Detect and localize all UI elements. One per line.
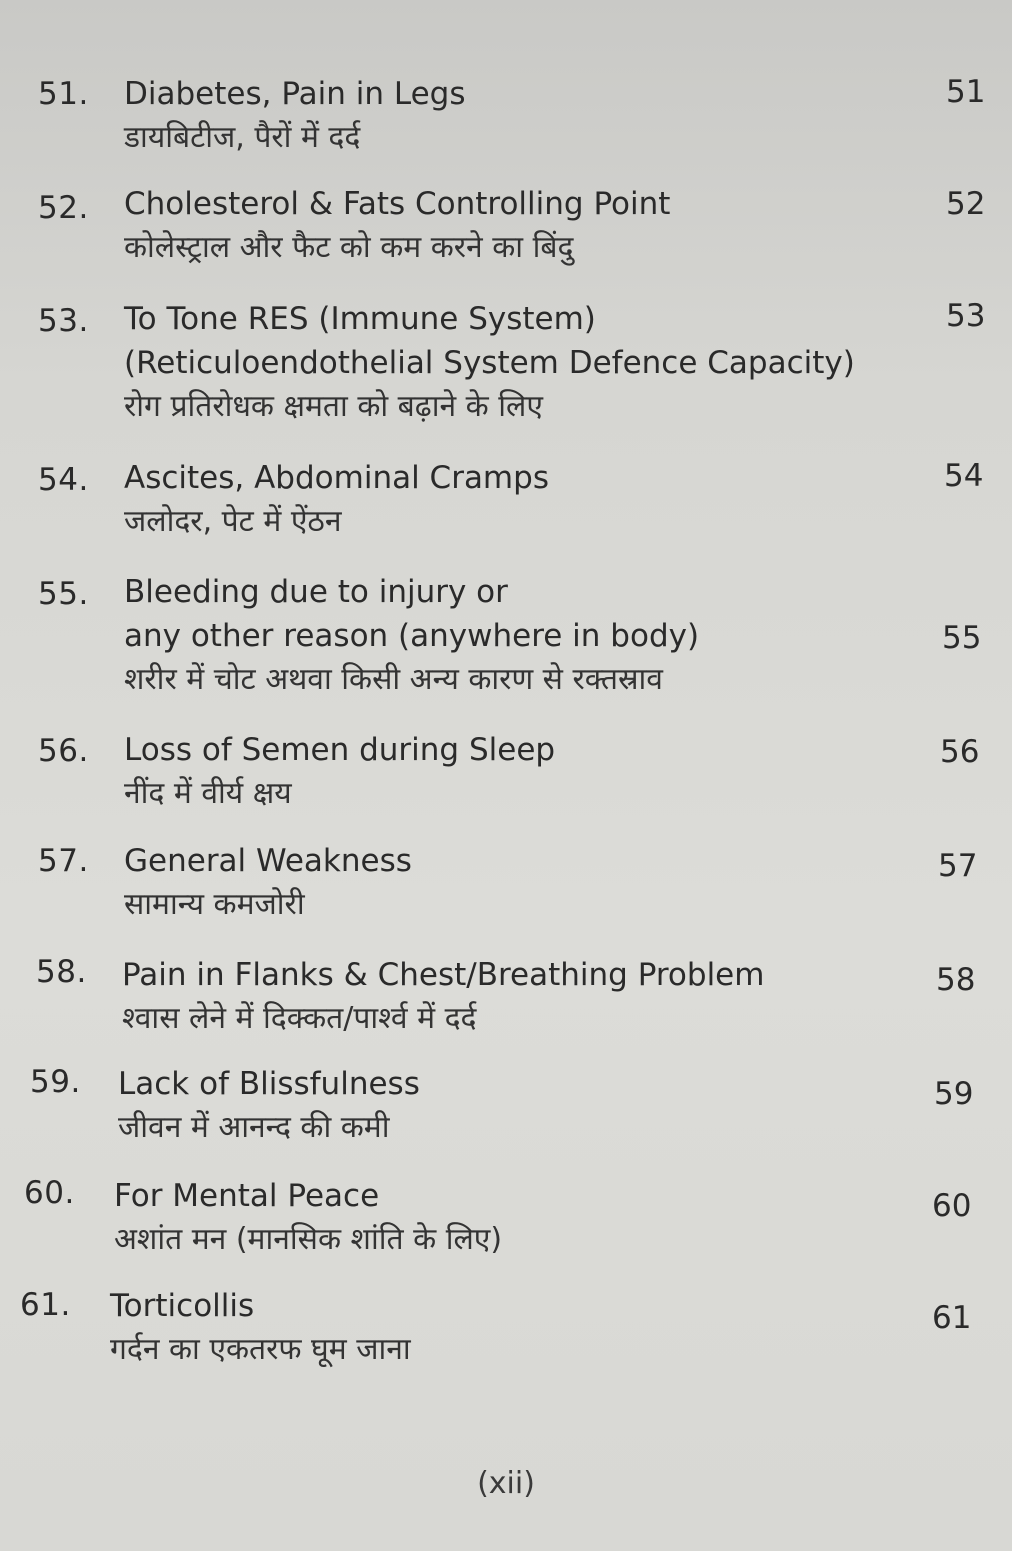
entry-number: 59. xyxy=(30,1064,81,1100)
entry-title: Lack of Blissfulness xyxy=(118,1066,420,1102)
entry-title-hindi: सामान्य कमजोरी xyxy=(124,887,305,922)
entry-title: Ascites, Abdominal Cramps xyxy=(124,460,549,496)
entry-title-hindi: रोग प्रतिरोधक क्षमता को बढ़ाने के लिए xyxy=(124,389,543,424)
entry-number: 53. xyxy=(38,303,89,339)
entry-title-hindi: कोलेस्ट्राल और फैट को कम करने का बिंदु xyxy=(124,230,574,265)
entry-title: Pain in Flanks & Chest/Breathing Problem xyxy=(122,957,765,993)
entry-title-hindi: जीवन में आनन्द की कमी xyxy=(118,1110,390,1145)
entry-number: 55. xyxy=(38,576,89,612)
entry-number: 60. xyxy=(24,1175,75,1211)
entry-title: For Mental Peace xyxy=(114,1178,380,1214)
entry-title: Cholesterol & Fats Controlling Point xyxy=(124,186,671,222)
entry-title-line2: any other reason (anywhere in body) xyxy=(124,618,700,654)
entry-title-hindi: जलोदर, पेट में ऐंठन xyxy=(124,504,342,539)
entry-number: 56. xyxy=(38,733,89,769)
entry-title: General Weakness xyxy=(124,843,412,879)
entry-page-number: 53 xyxy=(946,298,986,334)
entry-title: Loss of Semen during Sleep xyxy=(124,732,556,768)
entry-page-number: 59 xyxy=(934,1076,974,1112)
entry-page-number: 54 xyxy=(944,458,984,494)
entry-title-hindi: अशांत मन (मानसिक शांति के लिए) xyxy=(114,1222,503,1257)
entry-page-number: 58 xyxy=(936,962,976,998)
page-footer-number: (xii) xyxy=(477,1466,535,1501)
entry-title: Diabetes, Pain in Legs xyxy=(124,76,466,112)
entry-title-hindi: श्वास लेने में दिक्कत/पार्श्व में दर्द xyxy=(122,1001,477,1036)
entry-number: 58. xyxy=(36,954,87,990)
entry-page-number: 60 xyxy=(932,1188,972,1224)
entry-page-number: 52 xyxy=(946,186,986,222)
entry-number: 52. xyxy=(38,190,89,226)
entry-number: 54. xyxy=(38,462,89,498)
entry-page-number: 57 xyxy=(938,848,978,884)
entry-number: 61. xyxy=(20,1287,71,1323)
entry-title: Bleeding due to injury or xyxy=(124,574,508,610)
entry-title-hindi: डायबिटीज, पैरों में दर्द xyxy=(124,120,361,155)
entry-title-hindi: गर्दन का एकतरफ घूम जाना xyxy=(110,1332,411,1367)
entry-page-number: 61 xyxy=(932,1300,972,1336)
entry-page-number: 51 xyxy=(946,74,986,110)
entry-title-hindi: नींद में वीर्य क्षय xyxy=(124,776,292,811)
entry-title-hindi: शरीर में चोट अथवा किसी अन्य कारण से रक्तस्राव xyxy=(124,662,663,697)
entry-title: To Tone RES (Immune System) xyxy=(124,301,596,337)
entry-number: 51. xyxy=(38,76,89,112)
entry-page-number: 55 xyxy=(942,620,982,656)
entry-title: Torticollis xyxy=(110,1288,255,1324)
entry-title-line2: (Reticuloendothelial System Defence Capacity) xyxy=(124,345,855,381)
entry-page-number: 56 xyxy=(940,734,980,770)
entry-number: 57. xyxy=(38,843,89,879)
